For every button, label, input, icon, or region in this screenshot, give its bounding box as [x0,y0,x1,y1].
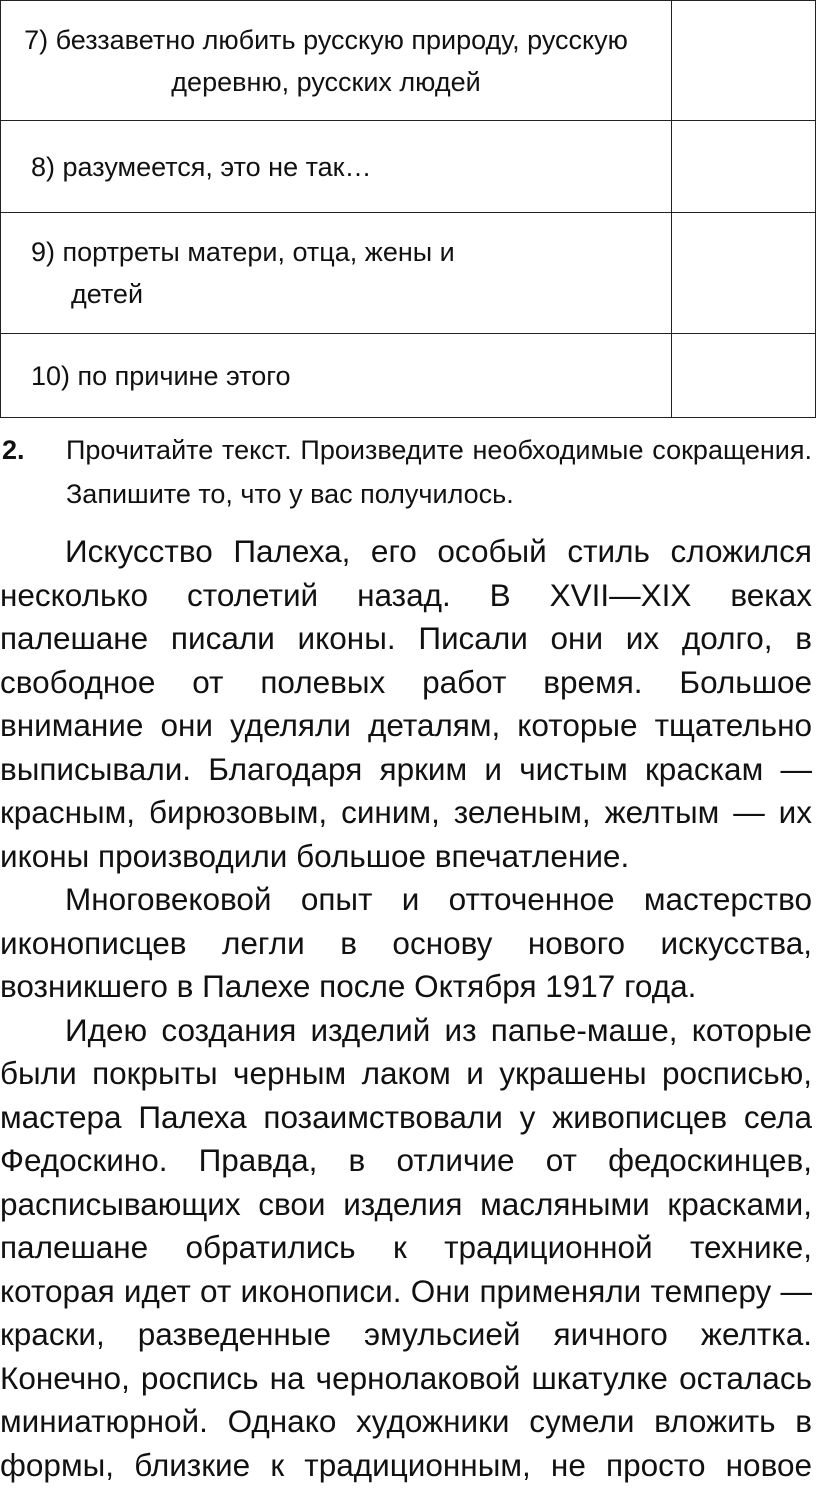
answer-cell[interactable] [672,213,816,334]
matching-table [0,0,816,418]
table-row [1,1,816,121]
task-instruction: Прочитайте текст. Произведите необходимые сокращения. Запишите то, что у вас получилось. [66,435,812,509]
paragraph: Идею создания изделий из папье-маше, которые были покрыты черным лаком и украшены росписью, мастера Палеха позаимствовали у живописцев села Федоскино. Правда, в отличие от федоскинцев, расписывающих свои изделия масляными красками, палешане обратились к традиционной технике, которая идет от иконописи. Они применяли темперу — краски, разведенные эмульсией яичного желтка. Конечно, роспись на чернолаковой шкатулке осталась миниатюрной. Однако художники сумели вложить в формы, близкие к традиционным, не просто новое [0,1011,812,1483]
table-row [1,213,816,334]
answer-cell[interactable] [672,1,816,121]
task-number: 2. [2,435,25,465]
phrase-cell: 7) беззаветно любить русскую природу, русскую деревню, русских людей [1,1,672,121]
phrase-line: 9) портреты матери, отца, жены и [31,237,455,267]
table-row [1,334,816,418]
reading-text [0,530,812,1487]
paragraph: Многовековой опыт и отточенное мастерство иконописцев легли в основу нового искусства, возникшего в Палехе после Октября 1917 года. [0,881,812,1004]
answer-cell[interactable] [672,334,816,418]
paragraph: Искусство Палеха, его особый стиль сложился несколько столетий назад. В XVII—XIX веках палешане писали иконы. Писали они их долго, в свободное от полевых работ время. Большое внимание они уделяли деталям, которые тщательно выписывали. Благодаря ярким и чистым краскам — красным, бирюзовым, синим, зеленым, желтым — их иконы производили большое впечатление. [0,533,812,874]
answer-cell[interactable] [672,121,816,213]
phrase-cell: 8) разумеется, это не так… [1,121,672,213]
task-heading [0,428,812,516]
phrase-line: детей [71,279,144,309]
table-row [1,121,816,213]
phrase-cell: 10) по причине этого [1,334,672,418]
phrase-cell [1,213,672,334]
